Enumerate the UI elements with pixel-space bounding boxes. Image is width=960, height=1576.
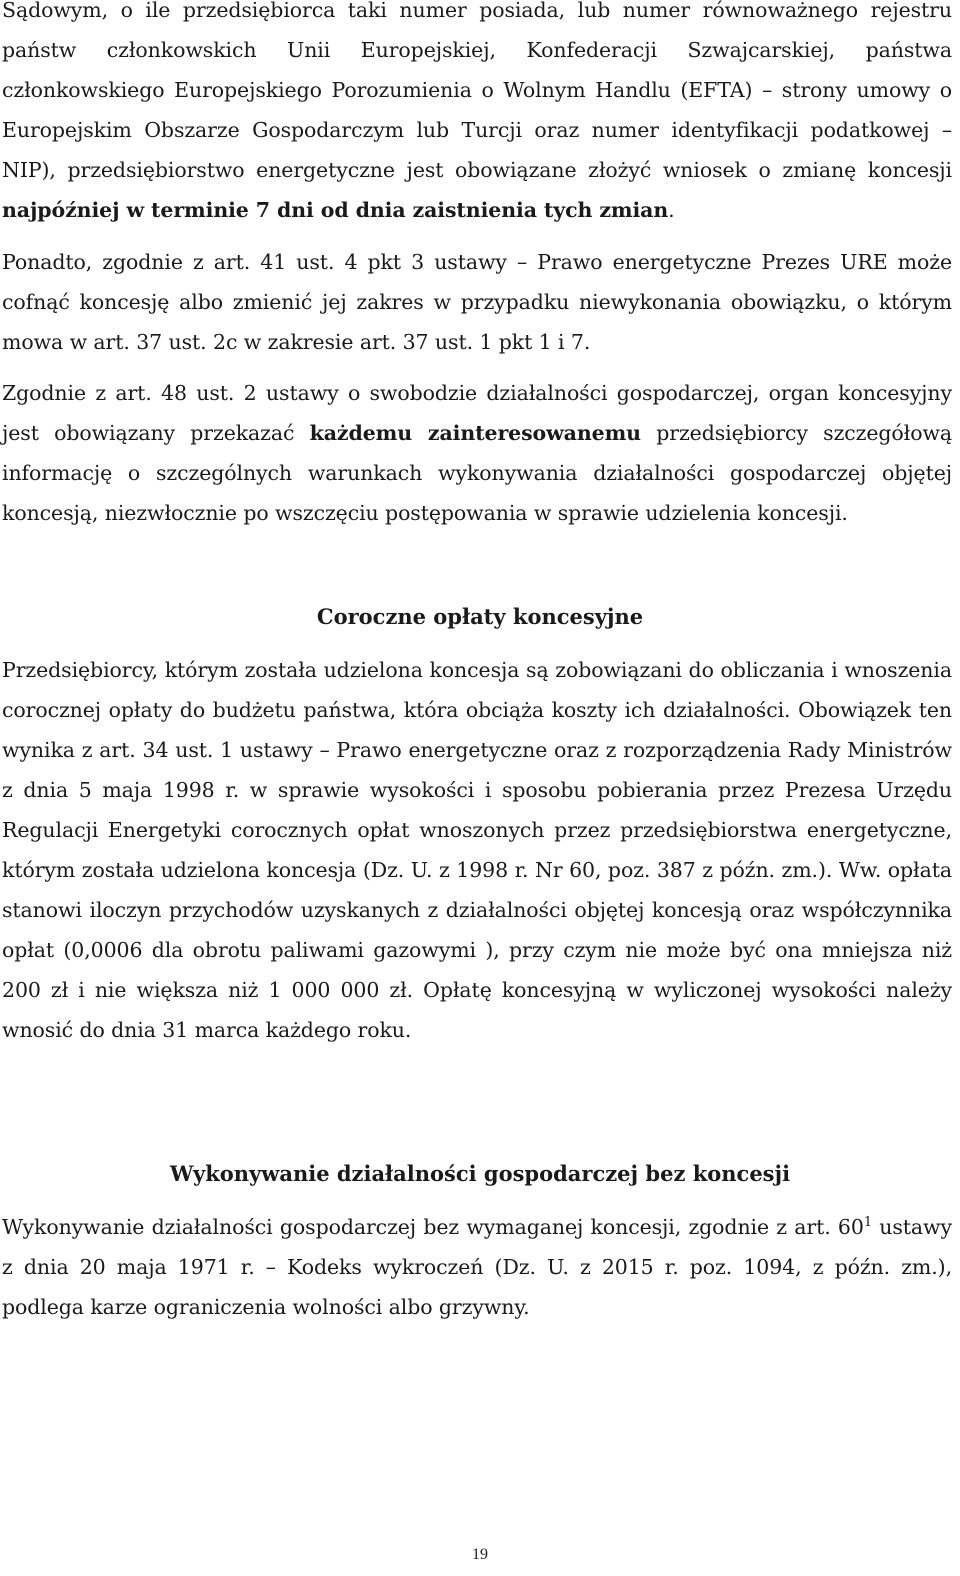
bold-each-interested: każdemu zainteresowanemu xyxy=(309,421,641,445)
paragraph-revocation xyxy=(2,242,952,362)
paragraph-text: Przedsiębiorcy, którym została udzielona koncesja są zobowiązani do obliczania i wnoszenia corocznej opłaty do budżetu państwa, która obciąża koszty ich działalności. Obowiązek ten wynika z art. 34 ust. 1 ustawy – Prawo energetyczne oraz z rozporządzenia Rady Ministrów z dnia 5 maja 1998 r. w sprawie wysokości i sposobu pobierania przez Prezesa Urzędu Regulacji Energetyki corocznych opłat wnoszonych przez przedsiębiorstwa energetyczne, którym została udzielona koncesja (Dz. U. z 1998 r. Nr 60, poz. 387 z późn. zm.). Ww. opłata stanowi iloczyn przychodów uzyskanych z działalności objętej koncesją oraz współczynnika opłat (0,0006 dla obrotu paliwami gazowymi ), przy czym nie może być ona mniejsza niż 200 zł i nie większa niż 1 000 000 zł. Opłatę koncesyjną w wyliczonej wysokości należy wnosić do dnia 31 marca każdego roku. xyxy=(2,658,952,1042)
paragraph-annual-fees xyxy=(2,650,952,1050)
paragraph-text: Wykonywanie działalności gospodarczej bez wymaganej koncesji, zgodnie z art. 60 xyxy=(2,1215,864,1239)
paragraph-text: Sądowym, o ile przedsiębiorca taki numer posiada, lub numer równoważnego rejestru państw członkowskich Unii Europejskiej, Konfederacji Szwajcarskiej, państwa członkowskiego Europejskiego Porozumienia o Wolnym Handlu (EFTA) – strony umowy o Europejskim Obszarze Gospodarczym lub Turcji oraz numer identyfikacji podatkowej – NIP), przedsiębiorstwo energetyczne jest obowiązane złożyć wniosek o zmianę koncesji xyxy=(2,0,952,182)
page-number: 19 xyxy=(472,1546,488,1563)
paragraph-information-duty xyxy=(2,373,952,533)
paragraph-text: Ponadto, zgodnie z art. 41 ust. 4 pkt 3 ustawy – Prawo energetyczne Prezes URE może cofnąć koncesję albo zmienić jej zakres w przypadku niewykonania obowiązku, o którym mowa w art. 37 ust. 2c w zakresie art. 37 ust. 1 pkt 1 i 7. xyxy=(2,250,952,354)
section-heading-no-concession: Wykonywanie działalności gospodarczej bez koncesji xyxy=(169,1161,791,1186)
footnote-superscript: 1 xyxy=(863,1215,872,1231)
paragraph-penalty xyxy=(2,1207,952,1327)
paragraph-concession-change xyxy=(2,0,952,230)
paragraph-end: . xyxy=(668,198,675,222)
paragraph-text: ustawy z dnia 20 maja 1971 r. – Kodeks wykroczeń (Dz. U. z 2015 r. poz. 1094, z późn. zm.), podlega karze ograniczenia wolności albo grzywny. xyxy=(2,1215,952,1319)
bold-deadline: najpóźniej w terminie 7 dni od dnia zaistnienia tych zmian xyxy=(2,198,669,222)
paragraph-text: przedsiębiorcy szczegółową informację o szczególnych warunkach wykonywania działalności gospodarczej objętej koncesją, niezwłocznie po wszczęciu postępowania w sprawie udzielenia koncesji. xyxy=(2,421,953,525)
section-heading-annual-fees: Coroczne opłaty koncesyjne xyxy=(316,604,644,629)
paragraph-text: Zgodnie z art. 48 ust. 2 ustawy o swobodzie działalności gospodarczej, organ koncesyjny jest obowiązany przekazać xyxy=(2,381,952,445)
